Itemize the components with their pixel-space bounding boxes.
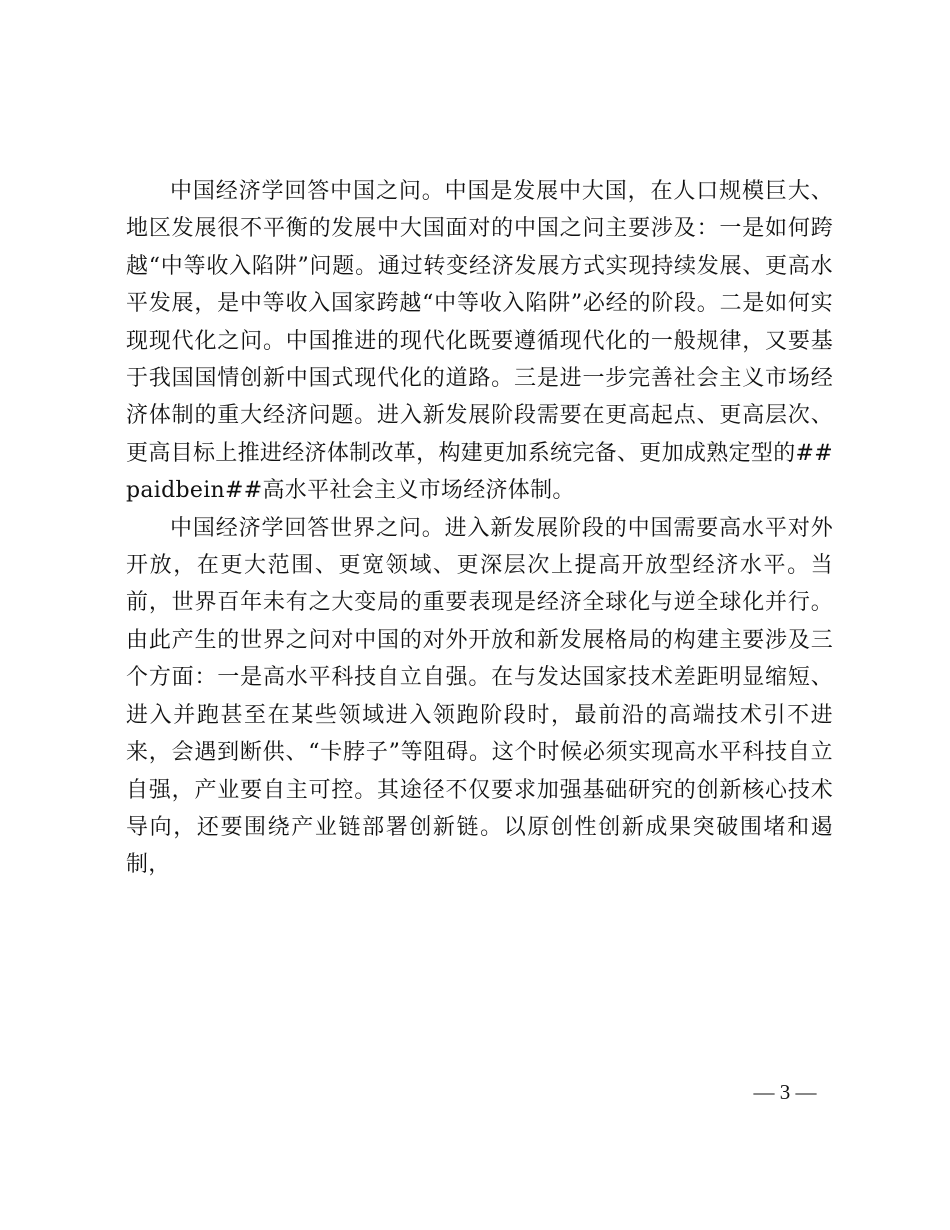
paragraph-china-question: 中国经济学回答中国之问。中国是发展中大国，在人口规模巨大、地区发展很不平衡的发展中大国面对的中国之问主要涉及：一是如何跨越“中等收入陷阱”问题。通过转变经济发展方式实现持续发展、更高水平发展，是中等收入国家跨越“中等收入陷阱”必经的阶段。二是如何实现现代化之问。中国推进的现代化既要遵循现代化的一般规律，又要基于我国国情创新中国式现代化的道路。三是进一步完善社会主义市场经济体制的重大经济问题。进入新发展阶段需要在更高起点、更高层次、更高目标上推进经济体制改革，构建更加系统完备、更加成熟定型的##paidbein##高水平社会主义市场经济体制。 — [126, 179, 833, 504]
paragraph-world-question: 中国经济学回答世界之问。进入新发展阶段的中国需要高水平对外开放，在更大范围、更宽领域、更深层次上提高开放型经济水平。当前，世界百年未有之大变局的重要表现是经济全球化与逆全球化并行。由此产生的世界之问对中国的对外开放和新发展格局的构建主要涉及三个方面：一是高水平科技自立自强。在与发达国家技术差距明显缩短、进入并跑甚至在某些领域进入领跑阶段时，最前沿的高端技术引不进来，会遇到断供、“卡脖子”等阻碍。这个时候必须实现高水平科技自立自强，产业要自主可控。其途径不仅要求加强基础研究的创新核心技术导向，还要围绕产业链部署创新链。以原创性创新成果突破围堵和遏制， — [126, 515, 833, 878]
page-number: — 3 — — [753, 1080, 817, 1104]
body-text — [126, 173, 833, 884]
